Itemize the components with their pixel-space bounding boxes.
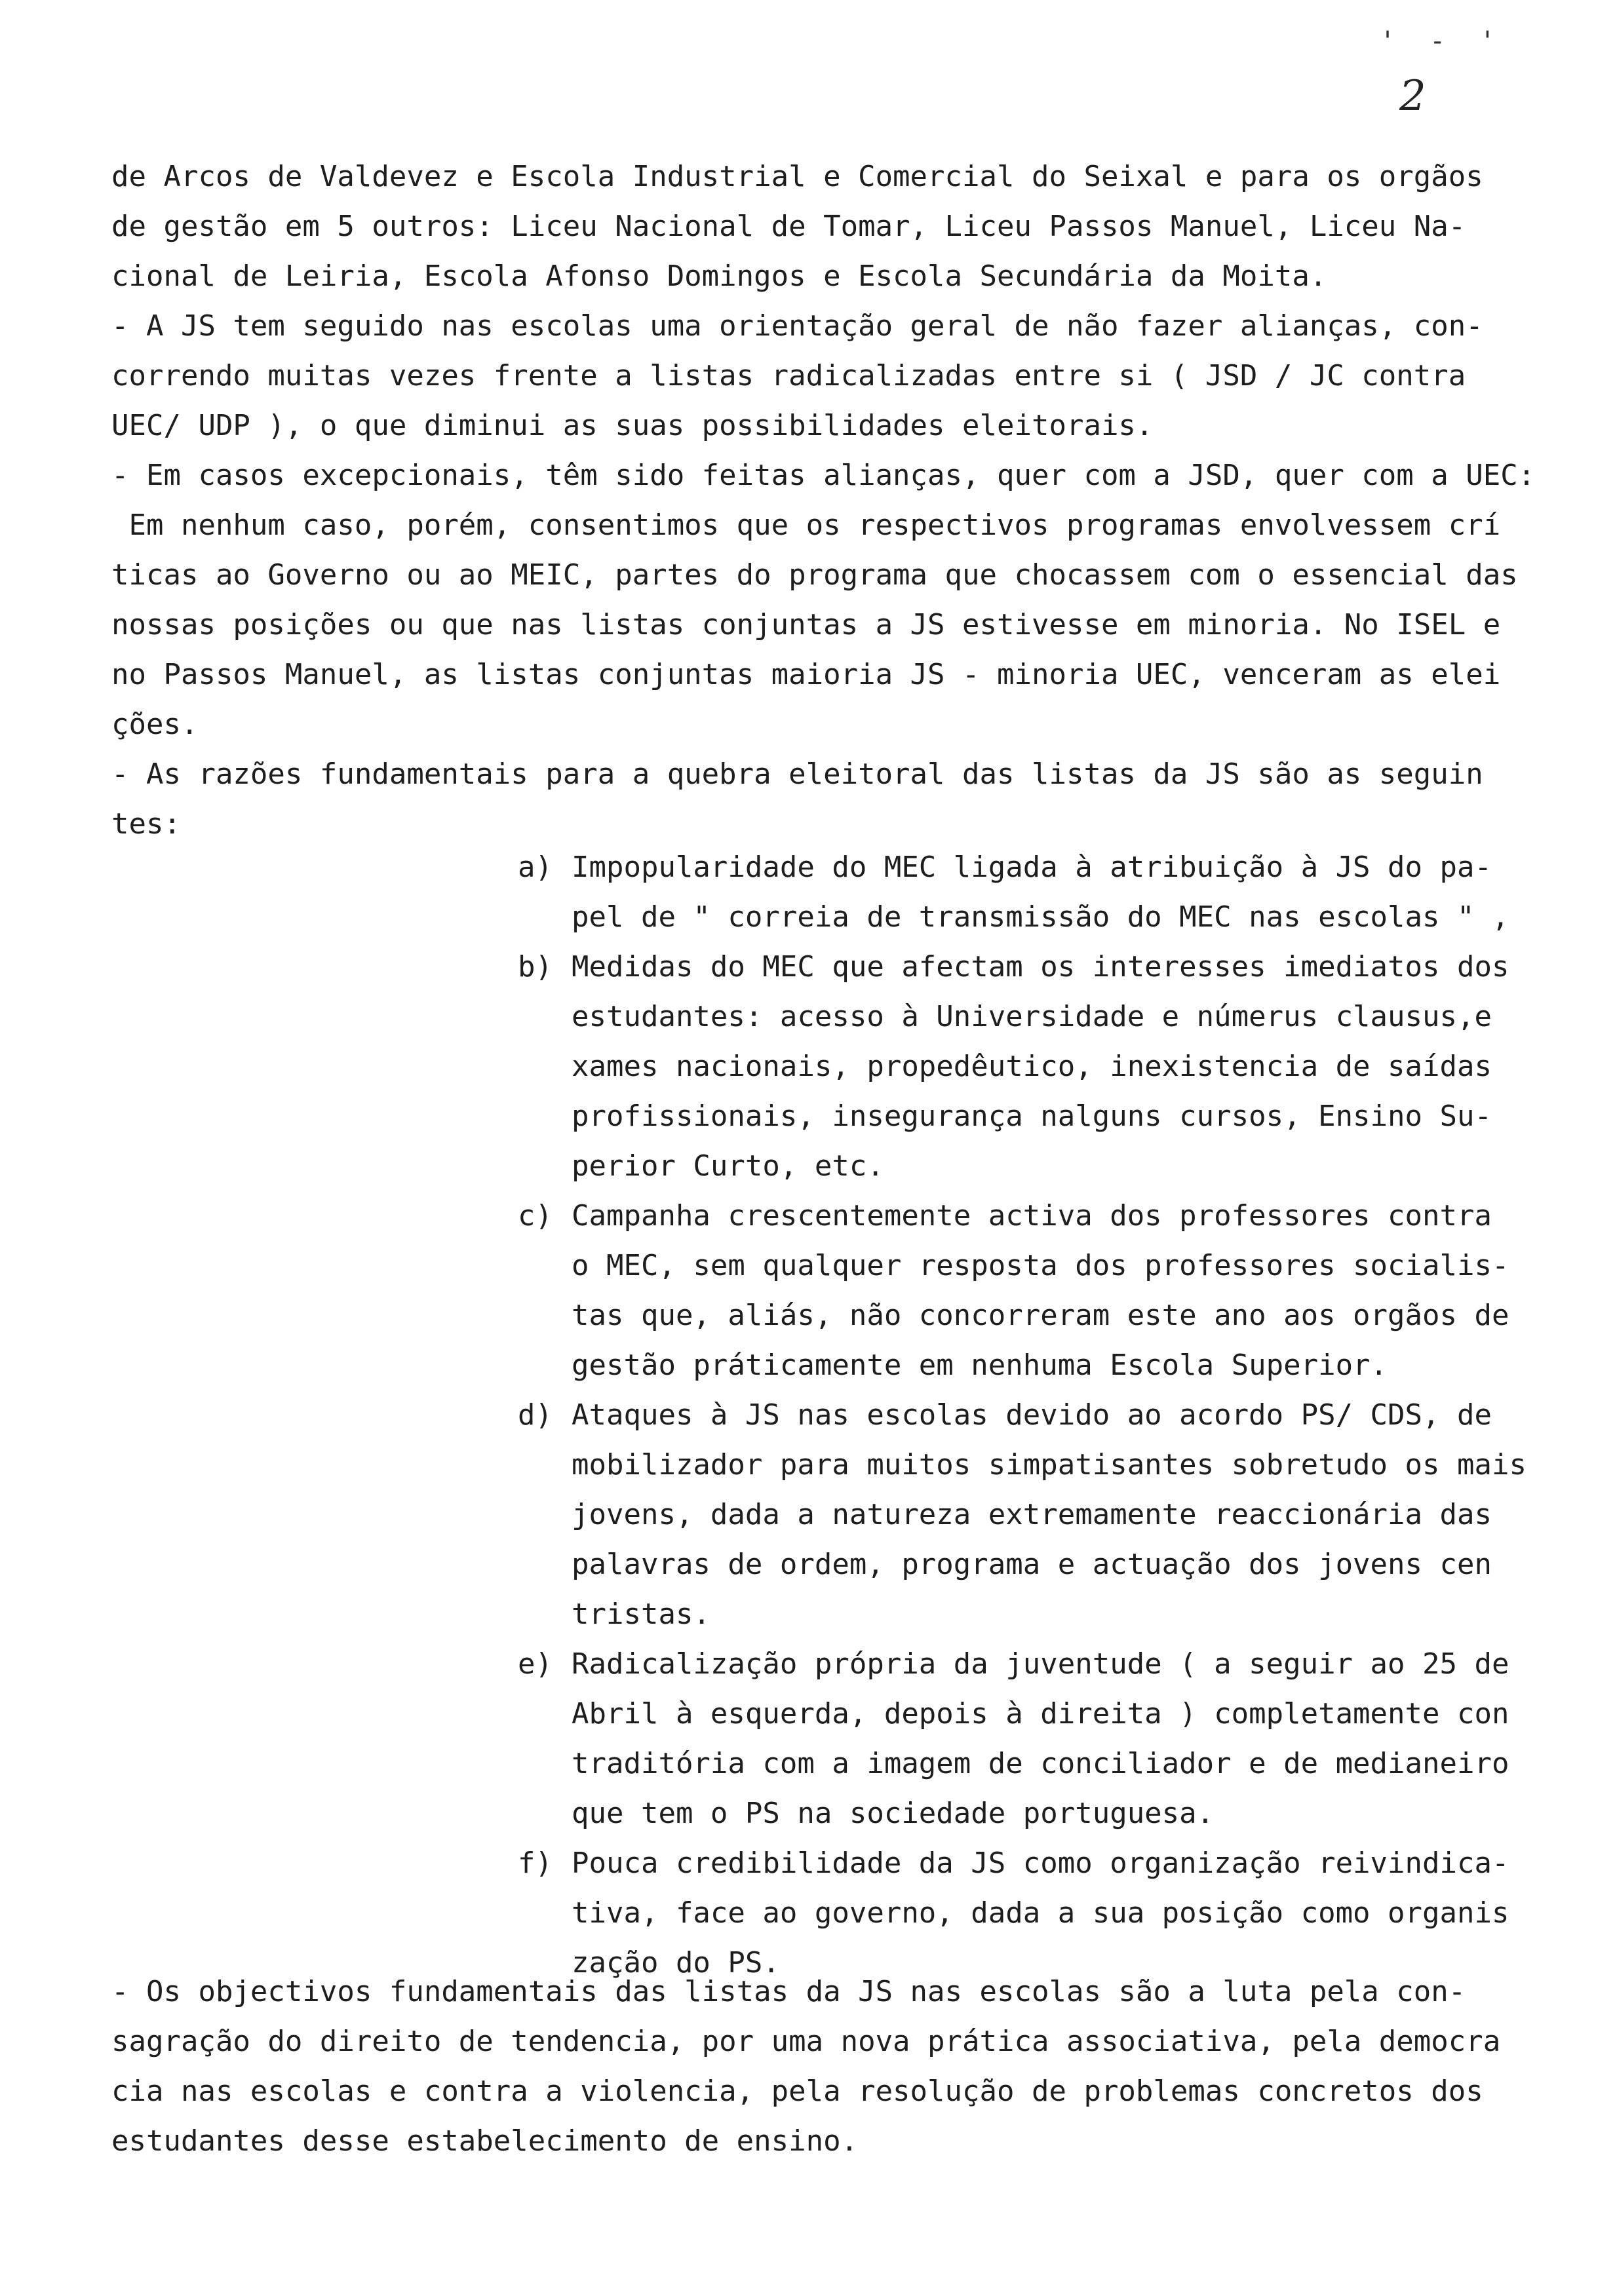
text-line: Abril à esquerda, depois à direita ) completamente con <box>572 1697 1509 1731</box>
text-line: - As razões fundamentais para a quebra eleitoral das listas da JS são as seguin <box>111 757 1483 791</box>
text-line: sagração do direito de tendencia, por uma nova prática associativa, pela democra <box>111 2025 1501 2058</box>
text-line: cia nas escolas e contra a violencia, pela resolução de problemas concretos dos <box>111 2075 1483 2108</box>
text-line: UEC/ UDP ), o que diminui as suas possibilidades eleitorais. <box>111 409 1154 442</box>
list-item-marker: a) <box>518 851 553 884</box>
list-item <box>518 1191 1566 1390</box>
text-line: zação do PS. <box>572 1946 780 1980</box>
list-item-marker: e) <box>518 1647 553 1681</box>
list-item-marker: d) <box>518 1398 553 1432</box>
text-line: - Em casos excepcionais, têm sido feitas alianças, quer com a JSD, quer com a UEC: <box>111 459 1536 492</box>
corner-marks: ' - ' <box>1380 26 1505 56</box>
text-line: o MEC, sem qualquer resposta dos professores socialis- <box>572 1249 1509 1282</box>
list-item <box>518 1639 1566 1839</box>
list-item-marker: f) <box>518 1846 553 1880</box>
text-line: Ataques à JS nas escolas devido ao acordo PS/ CDS, de <box>572 1398 1492 1432</box>
text-line: perior Curto, etc. <box>572 1149 884 1183</box>
text-line: cional de Leiria, Escola Afonso Domingos e Escola Secundária da Moita. <box>111 259 1327 293</box>
text-line: de Arcos de Valdevez e Escola Industrial e Comercial do Seixal e para os orgãos <box>111 160 1483 193</box>
list-item-marker: b) <box>518 950 553 984</box>
list-item <box>518 942 1566 1191</box>
page-number: 2 <box>1399 72 1426 121</box>
text-line: jovens, dada a natureza extremamente reaccionária das <box>572 1498 1492 1531</box>
text-line: tas que, aliás, não concorreram este ano aos orgãos de <box>572 1299 1509 1332</box>
text-line: palavras de ordem, programa e actuação dos jovens cen <box>572 1548 1492 1581</box>
text-line: no Passos Manuel, as listas conjuntas maioria JS - minoria UEC, venceram as elei <box>111 658 1501 691</box>
text-line: mobilizador para muitos simpatisantes sobretudo os mais <box>572 1448 1527 1482</box>
text-line: Medidas do MEC que afectam os interesses imediatos dos <box>572 950 1509 984</box>
text-line: - Os objectivos fundamentais das listas da JS nas escolas são a luta pela con- <box>111 1975 1466 2008</box>
text-line: ções. <box>111 708 199 741</box>
intro-text-block <box>111 152 1553 849</box>
text-line: de gestão em 5 outros: Liceu Nacional de Tomar, Liceu Passos Manuel, Liceu Na- <box>111 210 1466 243</box>
text-line: - A JS tem seguido nas escolas uma orientação geral de não fazer alianças, con- <box>111 309 1483 343</box>
text-line: traditória com a imagem de conciliador e de medianeiro <box>572 1747 1509 1780</box>
text-line: Impopularidade do MEC ligada à atribuição à JS do pa- <box>572 851 1492 884</box>
text-line: Pouca credibilidade da JS como organização reivindica- <box>572 1846 1509 1880</box>
list-item <box>518 1839 1566 1988</box>
text-line: tes: <box>111 807 181 841</box>
text-line: estudantes desse estabelecimento de ensino. <box>111 2124 859 2158</box>
text-line: pel de " correia de transmissão do MEC nas escolas " , <box>572 900 1509 934</box>
text-line: que tem o PS na sociedade portuguesa. <box>572 1797 1215 1830</box>
text-line: xames nacionais, propedêutico, inexistencia de saídas <box>572 1050 1492 1083</box>
text-line: gestão práticamente em nenhuma Escola Superior. <box>572 1349 1388 1382</box>
text-line: Campanha crescentemente activa dos professores contra <box>572 1199 1492 1233</box>
text-line: profissionais, insegurança nalguns cursos, Ensino Su- <box>572 1100 1492 1133</box>
text-line: Em nenhum caso, porém, consentimos que os respectivos programas envolvessem crí <box>111 508 1501 542</box>
text-line: Radicalização própria da juventude ( a seguir ao 25 de <box>572 1647 1509 1681</box>
text-line: correndo muitas vezes frente a listas radicalizadas entre si ( JSD / JC contra <box>111 359 1466 392</box>
text-line: tristas. <box>572 1598 710 1631</box>
list-item-marker: c) <box>518 1199 553 1233</box>
conclusion-text-block <box>111 1967 1553 2166</box>
list-item <box>518 843 1566 942</box>
reasons-list <box>518 843 1566 1988</box>
text-line: nossas posições ou que nas listas conjuntas a JS estivesse em minoria. No ISEL e <box>111 608 1501 641</box>
text-line: tiva, face ao governo, dada a sua posição como organis <box>572 1896 1509 1930</box>
text-line: ticas ao Governo ou ao MEIC, partes do programa que chocassem com o essencial das <box>111 558 1518 592</box>
text-line: estudantes: acesso à Universidade e númerus clausus,e <box>572 1000 1492 1033</box>
list-item <box>518 1390 1566 1639</box>
